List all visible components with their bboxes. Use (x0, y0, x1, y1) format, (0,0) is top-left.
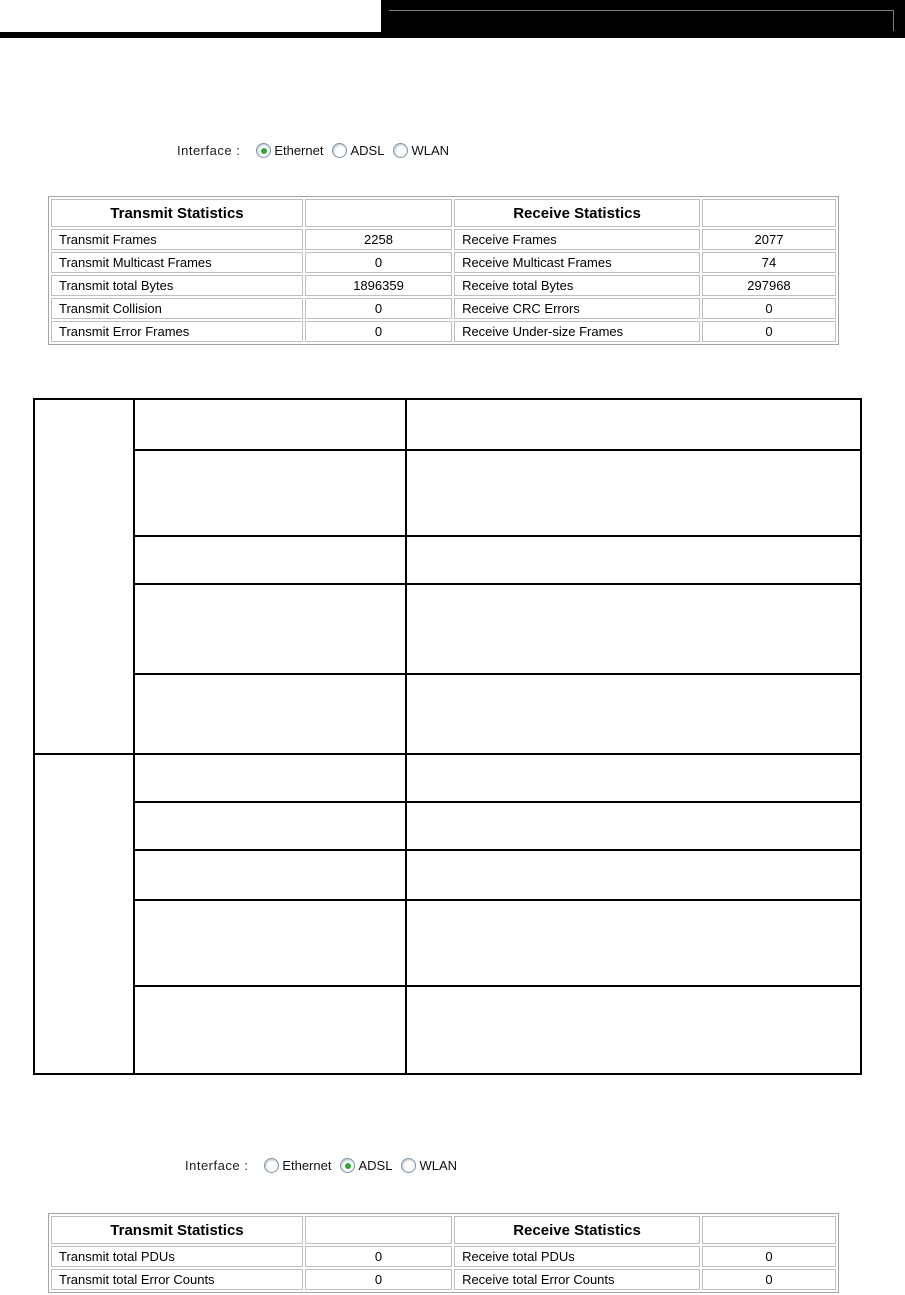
stat-value: 0 (305, 321, 452, 342)
table-row (34, 802, 861, 850)
receive-statistics-header: Receive Statistics (454, 199, 700, 227)
radio-ethernet-icon[interactable] (264, 1158, 279, 1173)
empty-cell (406, 536, 861, 584)
stat-value: 0 (305, 252, 452, 273)
table-row (51, 1269, 836, 1290)
radio-option-wlan[interactable] (401, 1158, 457, 1173)
header-inner-rule-end (893, 10, 894, 31)
stat-label: Receive Frames (454, 229, 700, 250)
stat-value: 297968 (702, 275, 836, 296)
stat-label: Transmit Frames (51, 229, 303, 250)
interface-label: Interface : (177, 143, 241, 158)
empty-cell (134, 536, 406, 584)
header-divider-bar (0, 32, 905, 38)
empty-cell (134, 754, 406, 802)
table-row (51, 321, 836, 342)
empty-cell (406, 802, 861, 850)
receive-value-header (702, 199, 836, 227)
radio-option-adsl[interactable] (340, 1158, 392, 1173)
interface-selector-bottom (185, 1158, 466, 1173)
table-row (51, 229, 836, 250)
group-cell (34, 399, 134, 754)
transmit-value-header (305, 199, 452, 227)
radio-adsl-label: ADSL (350, 143, 385, 158)
transmit-value-header (305, 1216, 452, 1244)
table-row (34, 674, 861, 754)
radio-ethernet-icon[interactable] (256, 143, 271, 158)
table-row (51, 1246, 836, 1267)
empty-cell (134, 986, 406, 1074)
receive-value-header (702, 1216, 836, 1244)
stat-value: 0 (702, 298, 836, 319)
radio-option-ethernet[interactable] (256, 143, 323, 158)
radio-option-adsl[interactable] (332, 143, 384, 158)
stat-value: 0 (305, 1246, 452, 1267)
empty-cell (134, 900, 406, 986)
stat-label: Transmit Multicast Frames (51, 252, 303, 273)
table-row (34, 584, 861, 674)
empty-cell (134, 674, 406, 754)
table-row (34, 450, 861, 536)
stat-label: Receive Under-size Frames (454, 321, 700, 342)
group-cell (34, 754, 134, 1074)
empty-cell (406, 584, 861, 674)
radio-adsl-label: ADSL (358, 1158, 393, 1173)
table-header-row (51, 199, 836, 227)
table-row (51, 252, 836, 273)
stat-label: Transmit total Bytes (51, 275, 303, 296)
stat-value: 0 (305, 1269, 452, 1290)
stat-value: 2258 (305, 229, 452, 250)
stat-value: 0 (305, 298, 452, 319)
radio-wlan-label: WLAN (411, 143, 449, 158)
radio-wlan-icon[interactable] (393, 143, 408, 158)
radio-ethernet-label: Ethernet (282, 1158, 332, 1173)
empty-cell (406, 450, 861, 536)
empty-cell (134, 399, 406, 450)
radio-adsl-icon[interactable] (340, 1158, 355, 1173)
empty-cell (406, 986, 861, 1074)
table-row (34, 986, 861, 1074)
empty-cell (406, 850, 861, 900)
empty-cell (406, 754, 861, 802)
empty-cell (406, 674, 861, 754)
radio-wlan-icon[interactable] (401, 1158, 416, 1173)
empty-cell (406, 399, 861, 450)
stat-value: 0 (702, 1269, 836, 1290)
stat-value: 1896359 (305, 275, 452, 296)
empty-cell (134, 584, 406, 674)
transmit-statistics-header: Transmit Statistics (51, 1216, 303, 1244)
empty-cell (134, 450, 406, 536)
interface-label: Interface : (185, 1158, 249, 1173)
radio-ethernet-label: Ethernet (274, 143, 324, 158)
stat-value: 74 (702, 252, 836, 273)
stat-label: Transmit total Error Counts (51, 1269, 303, 1290)
empty-cell (134, 802, 406, 850)
table-row (51, 275, 836, 296)
stat-label: Receive Multicast Frames (454, 252, 700, 273)
radio-wlan-label: WLAN (419, 1158, 457, 1173)
stat-label: Transmit Error Frames (51, 321, 303, 342)
table-header-row (51, 1216, 836, 1244)
ethernet-stats-table (48, 196, 839, 345)
receive-statistics-header: Receive Statistics (454, 1216, 700, 1244)
stat-label: Receive total Error Counts (454, 1269, 700, 1290)
empty-description-table (33, 398, 862, 1075)
stat-value: 0 (702, 321, 836, 342)
stat-label: Receive CRC Errors (454, 298, 700, 319)
table-row (34, 900, 861, 986)
interface-selector-top (177, 143, 458, 158)
header-inner-rule (389, 10, 894, 11)
stat-value: 0 (702, 1246, 836, 1267)
adsl-stats-table (48, 1213, 839, 1293)
table-row (34, 399, 861, 450)
stat-value: 2077 (702, 229, 836, 250)
empty-cell (134, 850, 406, 900)
table-row (34, 754, 861, 802)
empty-cell (406, 900, 861, 986)
stat-label: Transmit Collision (51, 298, 303, 319)
stat-label: Receive total Bytes (454, 275, 700, 296)
stat-label: Transmit total PDUs (51, 1246, 303, 1267)
stat-label: Receive total PDUs (454, 1246, 700, 1267)
table-row (34, 850, 861, 900)
table-row (34, 536, 861, 584)
transmit-statistics-header: Transmit Statistics (51, 199, 303, 227)
radio-option-wlan[interactable] (393, 143, 449, 158)
radio-option-ethernet[interactable] (264, 1158, 331, 1173)
radio-adsl-icon[interactable] (332, 143, 347, 158)
table-row (51, 298, 836, 319)
